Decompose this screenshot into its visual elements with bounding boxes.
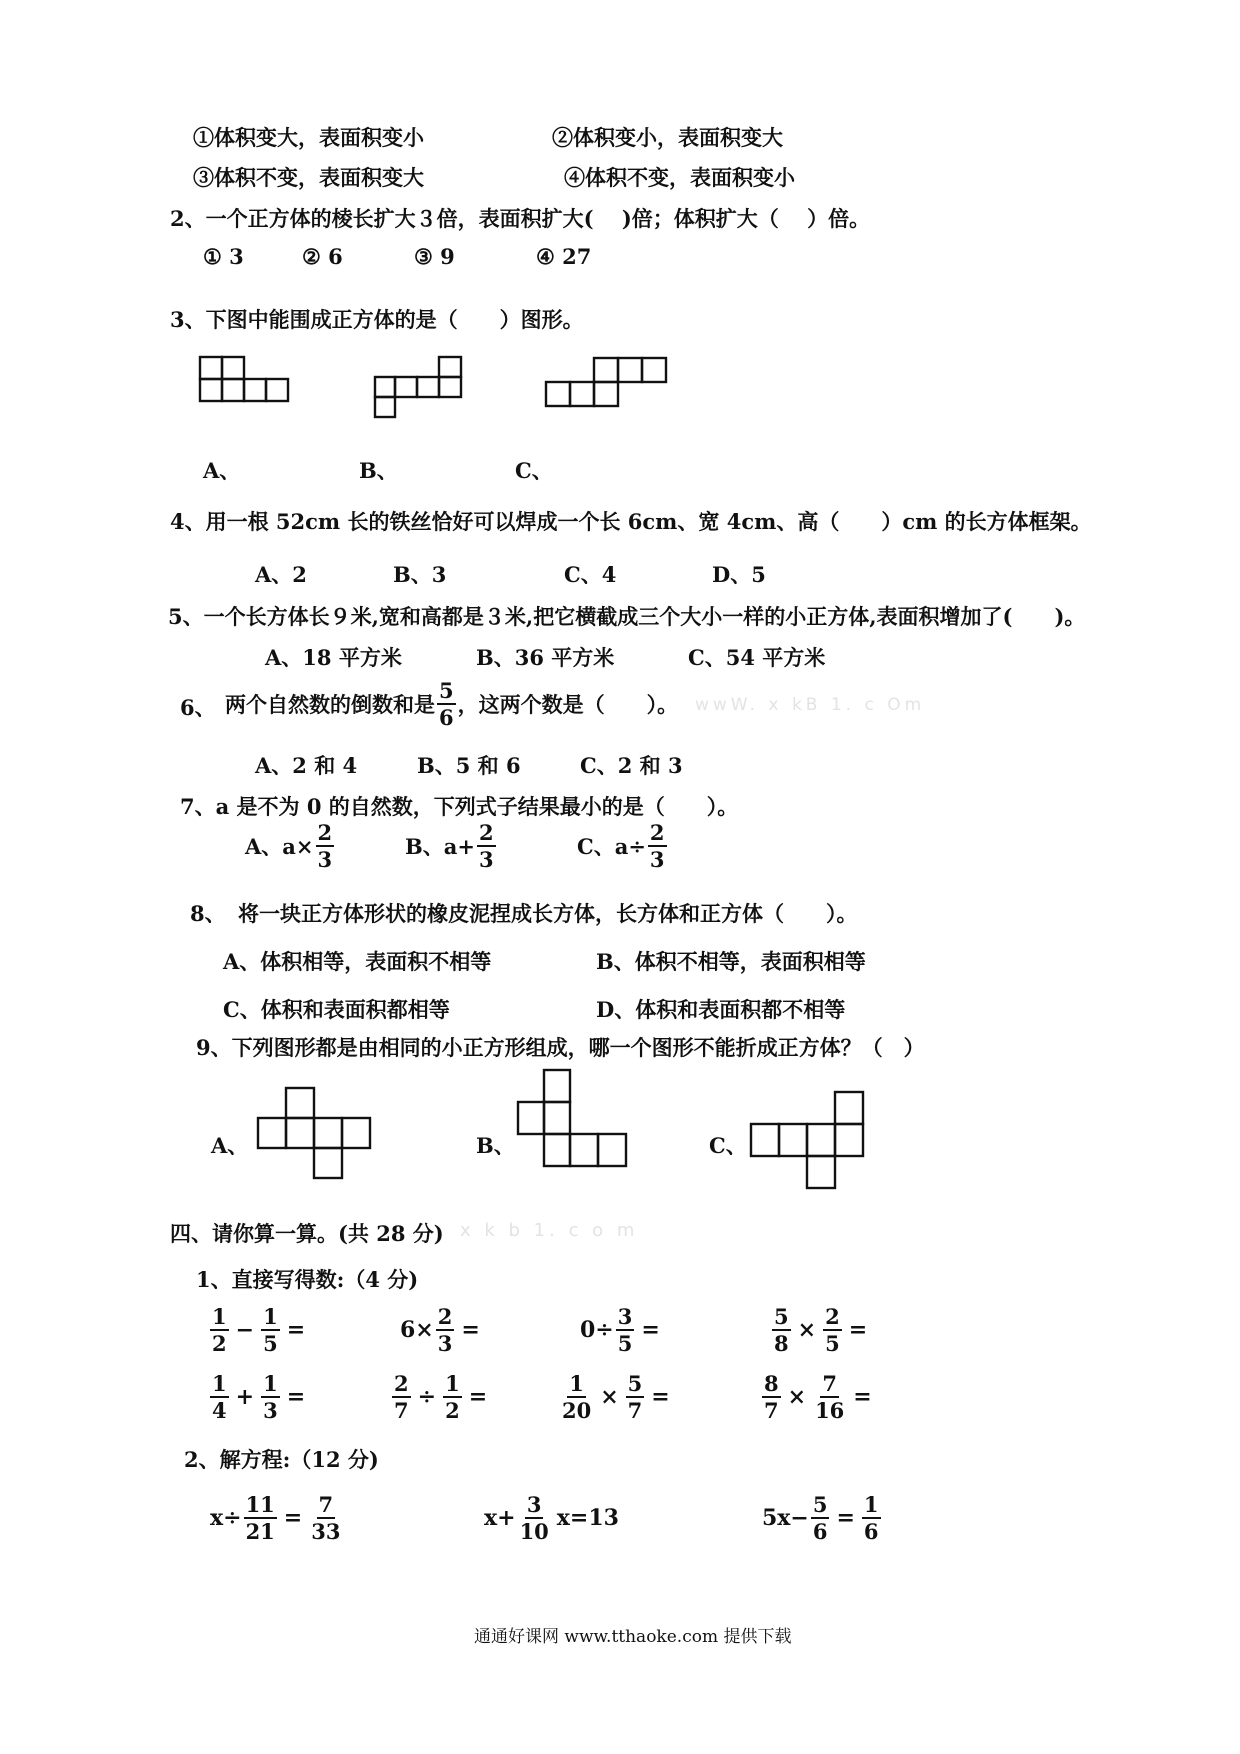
q6-option-a: A、2 和 4 <box>255 753 358 778</box>
lead-text: 6× <box>400 1317 434 1343</box>
frac-num: 3 <box>617 1304 633 1329</box>
frac-num: 1 <box>263 1371 278 1396</box>
frac-den: 7 <box>394 1398 409 1423</box>
equals-sign: = <box>461 1317 480 1343</box>
equals-sign: = <box>836 1505 855 1531</box>
equals-sign: = <box>641 1317 660 1343</box>
calc-r2-c1 <box>208 1373 310 1421</box>
frac-num: 5 <box>812 1492 828 1517</box>
q8-option-a: A、体积相等，表面积不相等 <box>223 949 492 974</box>
q4-option-d: D、5 <box>712 562 766 587</box>
section4-watermark: x k b 1. c o m <box>460 1220 639 1241</box>
equation-1 <box>210 1494 344 1542</box>
lead-text: x÷ <box>210 1505 242 1531</box>
page-footer: 通通好课网 www.tthaoke.com 提供下载 <box>474 1627 792 1647</box>
equals-sign: = <box>468 1384 488 1410</box>
section4-title: 四、请你算一算。(共 28 分) <box>170 1221 444 1246</box>
q9-net-a <box>256 1086 374 1184</box>
q7-b-den: 3 <box>478 847 494 872</box>
operator: ÷ <box>417 1384 437 1410</box>
q1-option-2: ②体积变小，表面积变大 <box>552 125 783 150</box>
q3-label-a: A、 <box>203 458 241 483</box>
calc-r2-c3 <box>558 1373 675 1421</box>
q8-option-c: C、体积和表面积都相等 <box>223 997 450 1022</box>
q6-fraction <box>437 680 456 728</box>
q3-net-c <box>544 356 669 410</box>
q6-question <box>225 680 678 728</box>
q8-text: 将一块正方体形状的橡皮泥捏成长方体，长方体和正方体（ ）。 <box>238 901 858 926</box>
q9-text: 9、下列图形都是由相同的小正方形组成，哪一个图形不能折成正方体？（ ） <box>196 1035 925 1060</box>
frac-num: 8 <box>764 1371 779 1396</box>
frac-den: 5 <box>825 1331 840 1356</box>
frac-num: 1 <box>212 1304 227 1329</box>
equation-3 <box>762 1494 883 1542</box>
q9-net-c <box>749 1090 869 1192</box>
q4-text: 4、用一根 52cm 长的铁丝恰好可以焊成一个长 6cm、宽 4cm、高（ ）cm 的长方体框架。 <box>170 509 1092 534</box>
frac-num: 2 <box>437 1304 453 1329</box>
q7-option-b <box>405 822 498 870</box>
q1-option-1: ①体积变大，表面积变小 <box>193 125 424 150</box>
q6-text-after: ，这两个数是（ ）。 <box>457 692 679 717</box>
q7-c-den: 3 <box>649 847 665 872</box>
equals-sign: = <box>286 1384 306 1410</box>
frac-num: 1 <box>445 1371 460 1396</box>
q2-option-2: ② 6 <box>302 244 343 269</box>
q8-number: 8、 <box>190 901 226 926</box>
q5-option-a: A、18 平方米 <box>265 645 402 670</box>
frac-num: 5 <box>627 1371 643 1396</box>
frac-den: 10 <box>519 1519 549 1544</box>
frac-den: 3 <box>437 1331 453 1356</box>
q7-a-num: 2 <box>317 820 333 845</box>
frac-den: 5 <box>617 1331 633 1356</box>
q1-option-3: ③体积不变，表面积变大 <box>193 165 424 190</box>
frac-den: 2 <box>212 1331 227 1356</box>
q4-option-a: A、2 <box>255 562 307 587</box>
q7-option-b-fraction <box>477 822 496 870</box>
frac-num: 5 <box>774 1304 789 1329</box>
frac-num: 1 <box>263 1304 278 1329</box>
frac-den: 4 <box>212 1398 227 1423</box>
frac-den: 6 <box>812 1519 828 1544</box>
frac-den: 7 <box>764 1398 779 1423</box>
q9-label-b: B、 <box>476 1133 515 1158</box>
frac-num: 1 <box>863 1492 879 1517</box>
q7-c-num: 2 <box>649 820 665 845</box>
frac-den: 21 <box>245 1519 275 1544</box>
frac-den: 33 <box>311 1519 341 1544</box>
q3-net-b <box>373 355 473 425</box>
q6-option-b: B、5 和 6 <box>417 753 521 778</box>
q5-text: 5、一个长方体长９米,宽和高都是３米,把它横截成三个大小一样的小正方体,表面积增加了( )。 <box>168 604 1086 629</box>
equations-title: 2、解方程:（12 分) <box>184 1447 379 1472</box>
frac-den: 5 <box>263 1331 278 1356</box>
frac-num: 7 <box>822 1371 837 1396</box>
operator: × <box>787 1384 807 1410</box>
q7-option-a <box>245 822 336 870</box>
equals-sign: = <box>853 1384 872 1410</box>
q3-text: 3、下图中能围成正方体的是（ ）图形。 <box>170 307 584 332</box>
frac-num: 3 <box>526 1492 542 1517</box>
frac-num: 1 <box>569 1371 584 1396</box>
q9-net-b <box>516 1068 636 1176</box>
equals-sign: = <box>651 1384 670 1410</box>
q9-label-a: A、 <box>211 1133 249 1158</box>
q2-text: 2、一个正方体的棱长扩大３倍，表面积扩大( )倍；体积扩大（ ）倍。 <box>170 206 871 231</box>
frac-den: 16 <box>815 1398 845 1423</box>
q6-fraction-num: 5 <box>439 678 454 703</box>
equals-sign: = <box>848 1317 868 1343</box>
q2-option-1: ① 3 <box>203 244 244 269</box>
calc-title: 1、直接写得数:（4 分) <box>196 1267 419 1292</box>
q7-option-a-fraction <box>316 822 335 870</box>
frac-num: 2 <box>825 1304 840 1329</box>
frac-num: 2 <box>394 1371 409 1396</box>
q6-option-c: C、2 和 3 <box>580 753 683 778</box>
q7-a-den: 3 <box>317 847 333 872</box>
tail-text: x=13 <box>556 1505 619 1531</box>
q2-option-4: ④ 27 <box>536 244 592 269</box>
equals-sign: = <box>286 1317 306 1343</box>
lead-text: 5x− <box>762 1505 809 1531</box>
calc-r2-c4 <box>760 1373 877 1421</box>
operator: × <box>797 1317 817 1343</box>
q7-option-c <box>577 822 669 870</box>
calc-r1-c2 <box>400 1306 485 1354</box>
q7-text: 7、a 是不为 0 的自然数，下列式子结果最小的是（ ）。 <box>180 794 739 819</box>
frac-den: 7 <box>627 1398 643 1423</box>
calc-r2-c2 <box>390 1373 492 1421</box>
frac-num: 11 <box>245 1492 275 1517</box>
q9-label-c: C、 <box>709 1133 747 1158</box>
frac-den: 6 <box>863 1519 879 1544</box>
q1-option-4: ④体积不变，表面积变小 <box>564 165 795 190</box>
q7-option-b-prefix: B、a+ <box>405 834 475 859</box>
q4-option-b: B、3 <box>393 562 447 587</box>
calc-r1-c3 <box>580 1306 665 1354</box>
equation-2 <box>484 1494 619 1542</box>
operator: × <box>600 1384 619 1410</box>
q2-option-3: ③ 9 <box>414 244 455 269</box>
q3-net-a <box>198 355 298 405</box>
q6-number: 6、 <box>180 695 216 720</box>
operator: + <box>235 1384 255 1410</box>
equals-sign: = <box>283 1505 303 1531</box>
q7-option-c-prefix: C、a÷ <box>577 834 646 859</box>
q8-option-b: B、体积不相等，表面积相等 <box>596 949 866 974</box>
q7-option-c-fraction <box>648 822 667 870</box>
frac-num: 1 <box>212 1371 227 1396</box>
q7-b-num: 2 <box>478 820 494 845</box>
calc-r1-c4 <box>770 1306 872 1354</box>
q3-label-b: B、 <box>359 458 398 483</box>
q6-fraction-den: 6 <box>439 705 454 730</box>
frac-den: 3 <box>263 1398 278 1423</box>
lead-text: 0÷ <box>580 1317 614 1343</box>
q6-text-before: 两个自然数的倒数和是 <box>225 692 435 717</box>
q4-option-c: C、4 <box>564 562 617 587</box>
frac-num: 7 <box>318 1492 334 1517</box>
q5-option-b: B、36 平方米 <box>476 645 615 670</box>
calc-r1-c1 <box>208 1306 310 1354</box>
lead-text: x+ <box>484 1505 516 1531</box>
q5-option-c: C、54 平方米 <box>688 645 826 670</box>
frac-den: 8 <box>774 1331 789 1356</box>
q3-label-c: C、 <box>515 458 553 483</box>
operator: − <box>235 1317 255 1343</box>
q8-option-d: D、体积和表面积都不相等 <box>596 997 846 1022</box>
q6-watermark: wwW. x kB 1. c Om <box>695 695 926 715</box>
q7-option-a-prefix: A、a× <box>245 834 314 859</box>
frac-den: 2 <box>445 1398 460 1423</box>
frac-den: 20 <box>562 1398 592 1423</box>
